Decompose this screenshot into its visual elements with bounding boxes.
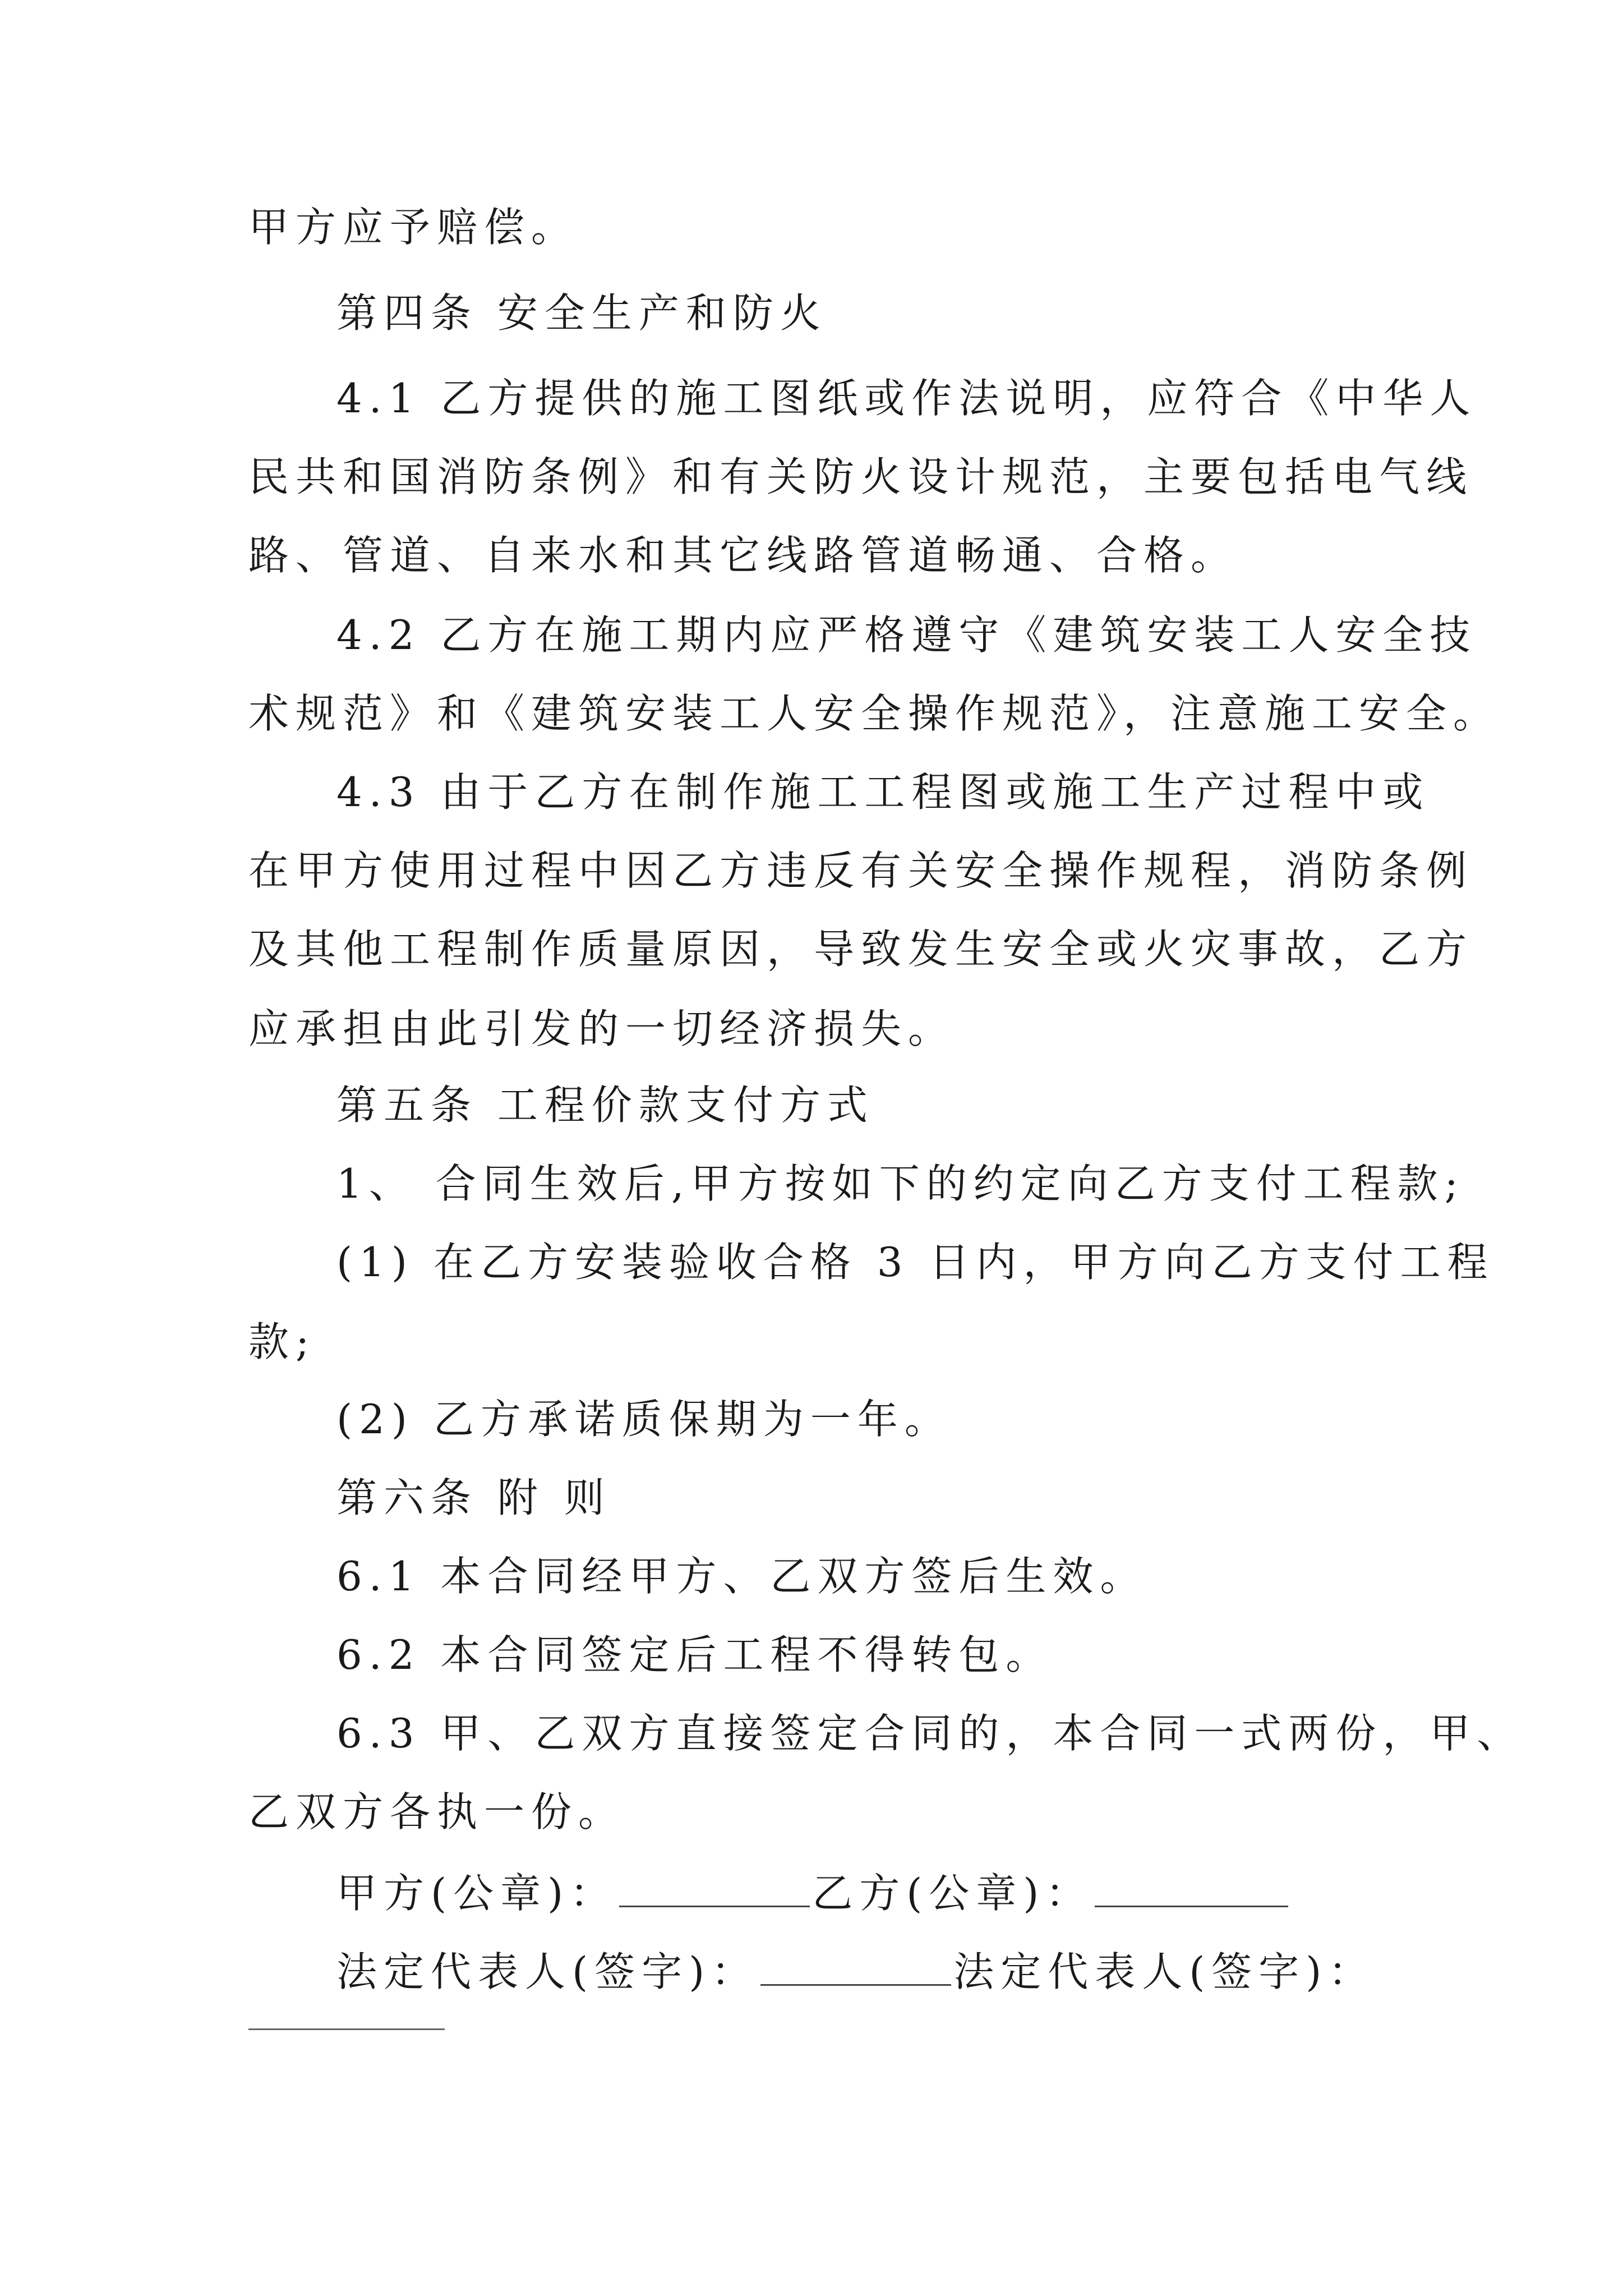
seal-signature-row [336,1865,1290,1921]
paragraph-line: 及其他工程制作质量原因，导致发生安全或火灾事故，乙方 [248,926,1474,973]
paragraph-line: 应承担由此引发的一切经济损失。 [248,1005,956,1052]
paragraph-line: 1、 合同生效后,甲方按如下的约定向乙方支付工程款; [336,1160,1465,1207]
party-b-seal-blank [1095,1871,1288,1907]
paragraph-line: 术规范》和《建筑安装工人安全操作规范》，注意施工安全。 [248,690,1501,737]
paragraph-line: (1) 在乙方安装验收合格 3 日内，甲方向乙方支付工程 [336,1239,1495,1286]
paragraph-line: 甲方应予赔偿。 [248,204,579,251]
party-a-rep-blank [760,1949,951,1986]
section-heading: 第六条 附 则 [336,1474,611,1521]
paragraph-line: (2) 乙方承诺质保期为一年。 [336,1396,952,1443]
section-heading: 第五条 工程价款支付方式 [336,1082,874,1129]
paragraph-line: 4.2 乙方在施工期内应严格遵守《建筑安装工人安全技 [336,611,1477,659]
paragraph-line: 在甲方使用过程中因乙方违反有关安全操作规程，消防条例 [248,847,1474,894]
paragraph-line: 路、管道、自来水和其它线路管道畅通、合格。 [248,532,1238,579]
paragraph-line: 4.1 乙方提供的施工图纸或作法说明，应符合《中华人 [336,375,1477,422]
signature-continuation-line [248,2028,445,2030]
paragraph-line: 6.1 本合同经甲方、乙双方签后生效。 [336,1553,1147,1600]
paragraph-line: 4.3 由于乙方在制作施工工程图或施工生产过程中或 [336,769,1430,816]
party-a-seal-label: 甲方(公章)： [336,1870,617,1917]
party-a-seal-blank [619,1871,810,1907]
paragraph-line: 乙双方各执一份。 [248,1788,626,1835]
party-b-rep-label: 法定代表人(签字)： [953,1948,1376,1995]
representative-signature-row [336,1944,1375,2000]
party-b-seal-label: 乙方(公章)： [812,1870,1093,1917]
paragraph-line: 6.3 甲、乙双方直接签定合同的，本合同一式两份，甲、 [336,1710,1524,1757]
paragraph-line: 6.2 本合同签定后工程不得转包。 [336,1631,1053,1678]
section-heading: 第四条 安全生产和防火 [336,289,827,337]
paragraph-line: 款; [248,1318,316,1365]
party-a-rep-label: 法定代表人(签字)： [336,1948,759,1995]
paragraph-line: 民共和国消防条例》和有关防火设计规范，主要包括电气线 [248,453,1474,500]
